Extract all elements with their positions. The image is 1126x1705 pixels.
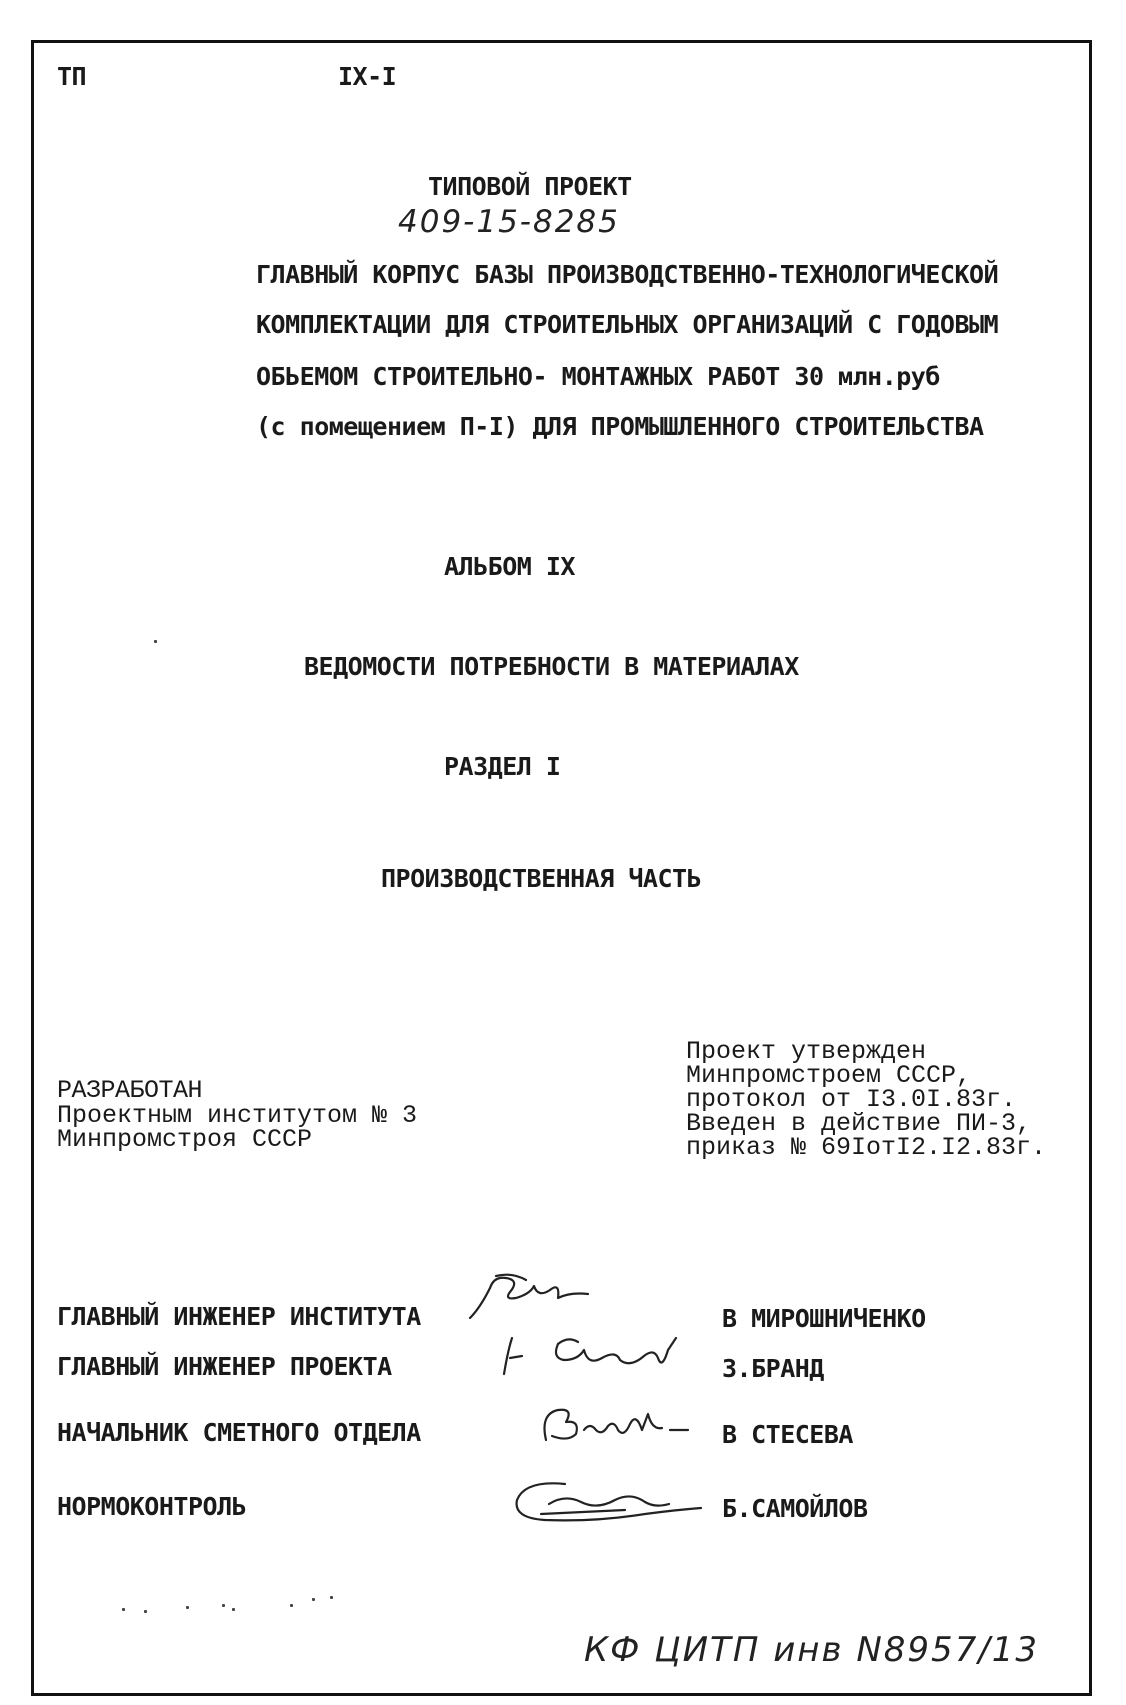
project-title-line-1: ГЛАВНЫЙ КОРПУС БАЗЫ ПРОИЗВОДСТВЕННО-ТЕХНОЛОГИЧЕСКОЙ	[256, 260, 999, 289]
project-title-line-3: ОБЬЕМОМ СТРОИТЕЛЬНО- МОНТАЖНЫХ РАБОТ 30 млн.руб	[256, 362, 940, 391]
developed-heading: РАЗРАБОТАН	[57, 1076, 203, 1105]
approval-line-1: Проект утвержден	[686, 1037, 927, 1066]
part-title: ПРОИЗВОДСТВЕННАЯ ЧАСТЬ	[381, 864, 702, 893]
approval-line-4: Введен в действие ПИ-3,	[686, 1109, 1032, 1138]
series-code: ТП	[57, 62, 87, 91]
developed-line-1: Проектным институтом № 3	[57, 1101, 418, 1130]
signature-chief-engineer-institute	[460, 1268, 610, 1328]
scan-speck	[330, 1596, 333, 1599]
signature-estimate-dept-head	[532, 1400, 692, 1450]
project-number: 409-15-8285	[398, 204, 620, 240]
subject-title: ВЕДОМОСТИ ПОТРЕБНОСТИ В МАТЕРИАЛАХ	[304, 652, 799, 681]
archive-inventory-note: КФ ЦИТП инв N8957/13	[584, 1630, 1040, 1670]
album-title: АЛЬБОМ IX	[444, 552, 575, 581]
scan-speck	[144, 1610, 147, 1613]
scan-speck	[232, 1608, 235, 1611]
approval-line-5: приказ № 69IотI2.I2.83г.	[686, 1133, 1047, 1162]
signatory-role-1: ГЛАВНЫЙ ИНЖЕНЕР ИНСТИТУТА	[57, 1302, 421, 1331]
signatory-role-4: НОРМОКОНТРОЛЬ	[57, 1492, 247, 1521]
signatory-role-2: ГЛАВНЫЙ ИНЖЕНЕР ПРОЕКТА	[57, 1352, 392, 1381]
signatory-name-1: В МИРОШНИЧЕНКО	[722, 1304, 926, 1333]
project-title-line-4: (с помещением П-I) ДЛЯ ПРОМЫШЛЕННОГО СТРОИТЕЛЬСТВА	[256, 412, 984, 441]
signatory-name-4: Б.САМОЙЛОВ	[722, 1494, 868, 1523]
signature-norm-control	[505, 1474, 705, 1532]
section-title: РАЗДЕЛ I	[444, 752, 561, 781]
developed-line-2: Минпромстроя СССР	[57, 1125, 313, 1154]
signatory-name-2: З.БРАНД	[722, 1354, 824, 1383]
approval-line-3: протокол от I3.0I.83г.	[686, 1085, 1017, 1114]
scan-speck	[186, 1606, 189, 1609]
project-title-line-2: КОМПЛЕКТАЦИИ ДЛЯ СТРОИТЕЛЬНЫХ ОРГАНИЗАЦИЙ С ГОДОВЫМ	[256, 310, 999, 339]
scan-speck	[222, 1604, 225, 1607]
signatory-name-3: В СТЕСЕВА	[722, 1420, 853, 1449]
album-code: IX-I	[338, 62, 397, 91]
scan-speck	[122, 1608, 125, 1611]
scan-speck	[154, 640, 157, 643]
approval-line-2: Минпромстроем СССР,	[686, 1061, 972, 1090]
project-type: ТИПОВОЙ ПРОЕКТ	[428, 172, 632, 201]
signatory-role-3: НАЧАЛЬНИК СМЕТНОГО ОТДЕЛА	[57, 1418, 421, 1447]
scan-speck	[312, 1598, 315, 1601]
signature-chief-engineer-project	[498, 1330, 698, 1385]
scan-speck	[290, 1604, 293, 1607]
